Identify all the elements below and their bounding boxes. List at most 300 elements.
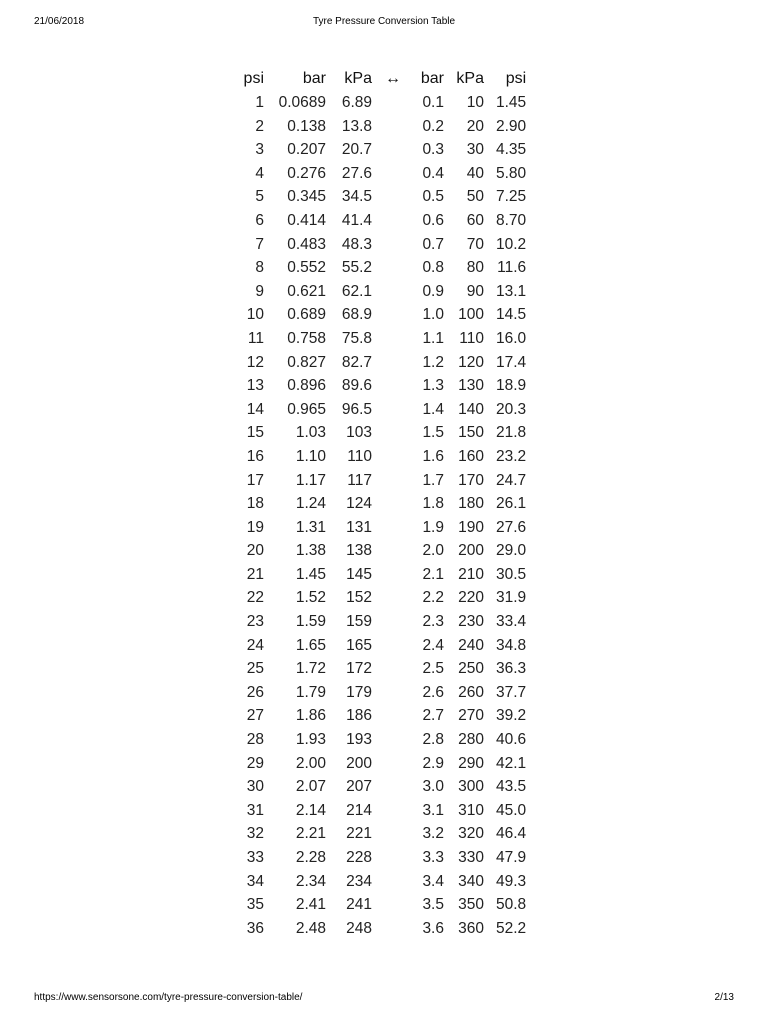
cell-kpa-left: 200 [346, 754, 372, 772]
cell-kpa-right: 240 [458, 636, 484, 654]
header-psi-right: psi [505, 70, 527, 87]
cell-spacer [378, 563, 408, 587]
cell-bar-left: 0.896 [287, 377, 326, 395]
cell-psi-left: 18 [246, 495, 264, 513]
table-row [236, 775, 532, 799]
table-row [236, 256, 532, 280]
cell-kpa-left: 82.7 [341, 353, 372, 371]
cell-bar-right: 3.0 [422, 778, 444, 796]
cell-psi-right: 46.4 [496, 825, 527, 843]
cell-bar-right: 1.8 [422, 495, 444, 513]
cell-psi-left: 11 [247, 329, 264, 347]
cell-bar-left: 1.03 [295, 424, 326, 442]
cell-kpa-right: 250 [458, 660, 484, 678]
cell-psi-right: 18.9 [496, 377, 527, 395]
table-body [236, 91, 532, 940]
cell-psi-left: 13 [246, 377, 264, 395]
cell-bar-left: 1.86 [295, 707, 326, 725]
cell-bar-right: 3.6 [422, 919, 444, 937]
cell-psi-right: 13.1 [496, 282, 527, 300]
cell-kpa-right: 180 [458, 495, 484, 513]
table-row [236, 634, 532, 658]
cell-bar-left: 2.21 [295, 825, 326, 843]
cell-bar-left: 2.48 [295, 919, 326, 937]
header-psi-left: psi [243, 70, 264, 87]
table-row [236, 539, 532, 563]
cell-psi-right: 21.8 [496, 424, 527, 442]
table-row [236, 586, 532, 610]
cell-kpa-left: 27.6 [341, 164, 372, 182]
cell-psi-left: 5 [255, 188, 264, 206]
cell-kpa-left: 96.5 [341, 400, 372, 418]
cell-psi-right: 30.5 [496, 565, 527, 583]
cell-bar-right: 2.8 [422, 731, 444, 749]
cell-psi-left: 15 [246, 424, 264, 442]
cell-bar-right: 1.7 [422, 471, 444, 489]
cell-psi-right: 45.0 [496, 801, 527, 819]
cell-kpa-left: 55.2 [341, 259, 372, 277]
cell-psi-left: 6 [255, 211, 264, 229]
cell-kpa-left: 20.7 [341, 141, 372, 159]
cell-bar-left: 2.41 [295, 896, 326, 914]
cell-psi-right: 7.25 [496, 188, 527, 206]
cell-kpa-left: 159 [346, 613, 372, 631]
cell-spacer [378, 256, 408, 280]
cell-psi-left: 28 [246, 731, 264, 749]
cell-spacer [378, 775, 408, 799]
cell-bar-right: 2.5 [422, 660, 444, 678]
cell-psi-left: 31 [246, 801, 264, 819]
cell-kpa-right: 300 [458, 778, 484, 796]
cell-spacer [378, 445, 408, 469]
cell-psi-right: 36.3 [496, 660, 527, 678]
cell-kpa-left: 228 [346, 849, 372, 866]
cell-kpa-right: 10 [466, 94, 484, 111]
cell-psi-right: 4.35 [496, 141, 527, 159]
cell-psi-left: 32 [246, 825, 264, 843]
cell-bar-left: 0.138 [287, 117, 326, 135]
cell-bar-left: 0.621 [287, 282, 326, 300]
cell-kpa-right: 310 [458, 801, 484, 819]
cell-kpa-right: 50 [466, 188, 484, 206]
cell-spacer [378, 539, 408, 563]
cell-psi-left: 34 [246, 872, 264, 890]
cell-kpa-right: 260 [458, 683, 484, 701]
cell-kpa-right: 280 [458, 731, 484, 749]
cell-bar-left: 1.65 [295, 636, 326, 654]
cell-kpa-right: 20 [466, 117, 484, 135]
cell-bar-right: 0.8 [422, 259, 444, 277]
header-bar-left: bar [302, 70, 326, 87]
cell-bar-right: 0.6 [422, 211, 444, 229]
cell-kpa-left: 6.89 [341, 94, 372, 111]
cell-bar-right: 0.4 [422, 164, 444, 182]
cell-bar-right: 0.5 [422, 188, 444, 206]
cell-kpa-left: 214 [346, 801, 372, 819]
cell-spacer [378, 846, 408, 870]
header-kpa-right: kPa [456, 70, 484, 87]
cell-spacer [378, 303, 408, 327]
cell-psi-left: 25 [246, 660, 264, 678]
cell-bar-left: 0.207 [287, 141, 326, 159]
table-row [236, 421, 532, 445]
cell-bar-right: 0.9 [422, 282, 444, 300]
cell-psi-right: 33.4 [496, 613, 527, 631]
cell-bar-left: 0.758 [287, 329, 326, 347]
cell-bar-right: 2.6 [422, 683, 444, 701]
table-row [236, 303, 532, 327]
cell-bar-left: 0.0689 [278, 94, 326, 111]
cell-bar-left: 0.345 [287, 188, 326, 206]
cell-psi-left: 3 [255, 141, 264, 159]
cell-spacer [378, 162, 408, 186]
table-row [236, 799, 532, 823]
cell-kpa-right: 270 [458, 707, 484, 725]
cell-psi-right: 39.2 [496, 707, 527, 725]
cell-psi-right: 1.45 [496, 94, 527, 111]
cell-psi-right: 27.6 [496, 518, 527, 536]
cell-bar-left: 1.10 [295, 447, 326, 465]
cell-kpa-left: 117 [347, 471, 372, 489]
table-row [236, 351, 532, 375]
print-header [34, 14, 734, 32]
cell-kpa-right: 200 [458, 542, 484, 560]
cell-psi-left: 30 [246, 778, 264, 796]
cell-psi-left: 23 [246, 613, 264, 631]
table-row [236, 398, 532, 422]
cell-psi-left: 20 [246, 542, 264, 560]
cell-spacer [378, 799, 408, 823]
cell-bar-right: 0.3 [422, 141, 444, 159]
cell-kpa-right: 150 [458, 424, 484, 442]
table-row [236, 233, 532, 257]
cell-kpa-left: 124 [346, 495, 372, 513]
cell-spacer [378, 91, 408, 115]
cell-kpa-right: 230 [458, 613, 484, 631]
cell-bar-left: 1.79 [295, 683, 326, 701]
cell-kpa-left: 179 [346, 683, 372, 701]
cell-psi-right: 31.9 [496, 589, 527, 607]
table-row [236, 162, 532, 186]
table-row [236, 445, 532, 469]
table-row [236, 846, 532, 870]
cell-bar-right: 0.2 [422, 117, 444, 135]
cell-kpa-left: 68.9 [341, 306, 372, 324]
cell-psi-left: 4 [255, 164, 264, 182]
cell-bar-right: 0.1 [422, 94, 444, 111]
cell-spacer [378, 917, 408, 941]
cell-psi-right: 52.2 [496, 919, 527, 937]
cell-kpa-left: 152 [346, 589, 372, 607]
table-row [236, 327, 532, 351]
cell-spacer [378, 610, 408, 634]
table-row [236, 91, 532, 115]
table-row [236, 138, 532, 162]
cell-spacer [378, 115, 408, 139]
cell-bar-right: 3.4 [422, 872, 444, 890]
cell-psi-left: 14 [246, 400, 264, 418]
cell-spacer [378, 681, 408, 705]
cell-psi-left: 33 [246, 849, 264, 866]
table-row [236, 822, 532, 846]
cell-bar-left: 1.38 [295, 542, 326, 560]
table-row [236, 516, 532, 540]
table-row [236, 563, 532, 587]
cell-spacer [378, 516, 408, 540]
cell-bar-left: 0.965 [287, 400, 326, 418]
cell-kpa-left: 62.1 [341, 282, 372, 300]
table-row [236, 893, 532, 917]
cell-psi-left: 24 [246, 636, 264, 654]
conversion-table [236, 66, 532, 940]
cell-psi-left: 29 [246, 754, 264, 772]
cell-psi-left: 10 [246, 306, 264, 324]
cell-psi-left: 9 [255, 282, 264, 300]
print-footer [34, 992, 734, 1008]
cell-kpa-left: 207 [346, 778, 372, 796]
cell-kpa-right: 190 [458, 518, 484, 536]
cell-psi-right: 2.90 [496, 117, 527, 135]
table-row [236, 115, 532, 139]
cell-spacer [378, 398, 408, 422]
cell-bar-right: 2.7 [422, 707, 444, 725]
cell-kpa-right: 350 [458, 896, 484, 914]
cell-kpa-left: 89.6 [341, 377, 372, 395]
cell-kpa-left: 34.5 [341, 188, 372, 206]
cell-psi-left: 7 [255, 235, 264, 253]
cell-kpa-left: 165 [346, 636, 372, 654]
cell-spacer [378, 822, 408, 846]
cell-bar-left: 0.827 [287, 353, 326, 371]
cell-psi-left: 8 [255, 259, 264, 277]
cell-kpa-right: 160 [458, 447, 484, 465]
cell-psi-left: 36 [246, 919, 264, 937]
print-date: 21/06/2018 [34, 16, 85, 27]
cell-spacer [378, 634, 408, 658]
cell-spacer [378, 421, 408, 445]
cell-kpa-left: 186 [346, 707, 372, 725]
table-row [236, 374, 532, 398]
cell-psi-left: 16 [246, 447, 264, 465]
table-row [236, 492, 532, 516]
cell-psi-right: 50.8 [496, 896, 527, 914]
cell-spacer [378, 492, 408, 516]
cell-kpa-right: 220 [458, 589, 484, 607]
cell-kpa-right: 210 [458, 565, 484, 583]
cell-psi-right: 14.5 [496, 306, 527, 324]
cell-spacer [378, 185, 408, 209]
cell-kpa-left: 248 [346, 919, 372, 937]
cell-psi-left: 19 [246, 518, 264, 536]
cell-kpa-left: 110 [347, 447, 372, 465]
cell-psi-right: 23.2 [496, 447, 527, 465]
cell-kpa-right: 320 [458, 825, 484, 843]
cell-spacer [378, 469, 408, 493]
cell-bar-right: 3.3 [422, 849, 444, 866]
cell-bar-left: 0.483 [287, 235, 326, 253]
cell-bar-left: 0.276 [287, 164, 326, 182]
cell-psi-left: 22 [246, 589, 264, 607]
cell-kpa-left: 234 [346, 872, 372, 890]
cell-kpa-right: 100 [458, 306, 484, 324]
cell-psi-right: 37.7 [496, 683, 527, 701]
cell-psi-left: 17 [246, 471, 264, 489]
cell-bar-right: 1.0 [422, 306, 444, 324]
cell-spacer [378, 327, 408, 351]
cell-psi-right: 40.6 [496, 731, 527, 749]
cell-psi-right: 24.7 [496, 471, 527, 489]
header-arrow: ↔ [385, 70, 401, 87]
cell-bar-right: 3.2 [422, 825, 444, 843]
cell-bar-left: 1.93 [295, 731, 326, 749]
cell-bar-right: 1.9 [422, 518, 444, 536]
cell-psi-left: 1 [255, 94, 264, 111]
cell-psi-right: 10.2 [496, 235, 527, 253]
cell-kpa-right: 80 [466, 259, 484, 277]
cell-psi-right: 47.9 [496, 849, 527, 866]
cell-psi-right: 8.70 [496, 211, 527, 229]
cell-kpa-left: 193 [346, 731, 372, 749]
cell-psi-right: 11.6 [497, 259, 527, 277]
cell-spacer [378, 351, 408, 375]
header-row [236, 66, 532, 91]
cell-bar-right: 1.4 [422, 400, 444, 418]
table-row [236, 209, 532, 233]
cell-bar-right: 1.5 [422, 424, 444, 442]
table-row [236, 752, 532, 776]
cell-kpa-right: 40 [466, 164, 484, 182]
cell-psi-right: 43.5 [496, 778, 527, 796]
cell-spacer [378, 704, 408, 728]
cell-psi-right: 5.80 [496, 164, 527, 182]
cell-psi-left: 27 [246, 707, 264, 725]
cell-psi-right: 29.0 [496, 542, 527, 560]
cell-bar-right: 3.1 [422, 801, 444, 819]
cell-kpa-right: 360 [458, 919, 484, 937]
cell-psi-left: 35 [246, 896, 264, 914]
cell-kpa-right: 90 [466, 282, 484, 300]
table-row [236, 870, 532, 894]
table-row [236, 280, 532, 304]
table-row [236, 657, 532, 681]
cell-spacer [378, 280, 408, 304]
table-row [236, 610, 532, 634]
cell-bar-right: 1.1 [422, 329, 444, 347]
header-bar-right: bar [420, 70, 444, 87]
cell-kpa-right: 60 [466, 211, 484, 229]
cell-spacer [378, 657, 408, 681]
cell-spacer [378, 893, 408, 917]
table-row [236, 469, 532, 493]
cell-kpa-right: 110 [459, 329, 484, 347]
cell-kpa-left: 13.8 [341, 117, 372, 135]
cell-bar-right: 1.2 [422, 353, 444, 371]
cell-bar-left: 0.414 [287, 211, 326, 229]
cell-bar-left: 2.34 [295, 872, 326, 890]
page-number: 2/13 [714, 992, 734, 1003]
cell-psi-left: 12 [246, 353, 264, 371]
table-header [236, 66, 532, 91]
cell-kpa-left: 41.4 [341, 211, 372, 229]
cell-kpa-right: 30 [466, 141, 484, 159]
page-title: Tyre Pressure Conversion Table [312, 16, 456, 27]
cell-bar-left: 2.14 [295, 801, 326, 819]
cell-spacer [378, 586, 408, 610]
table-row [236, 728, 532, 752]
cell-kpa-right: 70 [466, 235, 484, 253]
cell-kpa-left: 48.3 [341, 235, 372, 253]
cell-bar-right: 2.9 [422, 754, 444, 772]
cell-kpa-left: 131 [346, 518, 372, 536]
table-row [236, 185, 532, 209]
cell-psi-left: 2 [255, 117, 264, 135]
cell-kpa-left: 75.8 [341, 329, 372, 347]
cell-spacer [378, 752, 408, 776]
cell-kpa-right: 340 [458, 872, 484, 890]
cell-kpa-right: 290 [458, 754, 484, 772]
cell-psi-right: 42.1 [496, 754, 527, 772]
cell-bar-left: 1.24 [295, 495, 326, 513]
table-row [236, 704, 532, 728]
cell-psi-right: 34.8 [496, 636, 527, 654]
cell-bar-left: 1.17 [295, 471, 326, 489]
cell-kpa-right: 170 [458, 471, 484, 489]
cell-psi-right: 16.0 [496, 329, 527, 347]
cell-kpa-left: 103 [346, 424, 372, 442]
cell-spacer [378, 138, 408, 162]
cell-kpa-right: 330 [458, 849, 484, 866]
cell-bar-left: 2.00 [295, 754, 326, 772]
cell-kpa-left: 241 [346, 896, 372, 914]
cell-kpa-left: 221 [346, 825, 372, 843]
cell-bar-right: 1.3 [422, 377, 444, 395]
cell-bar-left: 0.552 [287, 259, 326, 277]
cell-bar-right: 2.1 [422, 565, 444, 583]
cell-bar-right: 2.3 [422, 613, 444, 631]
cell-kpa-right: 120 [458, 353, 484, 371]
header-kpa-left: kPa [344, 70, 372, 87]
cell-spacer [378, 870, 408, 894]
cell-psi-right: 20.3 [496, 400, 527, 418]
cell-bar-right: 1.6 [422, 447, 444, 465]
cell-bar-right: 0.7 [422, 235, 444, 253]
cell-bar-right: 2.2 [422, 589, 444, 607]
cell-bar-left: 1.45 [295, 565, 326, 583]
cell-kpa-left: 172 [346, 660, 372, 678]
cell-bar-left: 1.52 [295, 589, 326, 607]
cell-bar-right: 2.4 [422, 636, 444, 654]
cell-psi-right: 49.3 [496, 872, 527, 890]
cell-spacer [378, 209, 408, 233]
cell-spacer [378, 233, 408, 257]
cell-bar-left: 1.31 [295, 518, 326, 536]
cell-bar-right: 3.5 [422, 896, 444, 914]
cell-psi-right: 26.1 [496, 495, 527, 513]
cell-bar-left: 2.07 [295, 778, 326, 796]
page-url: https://www.sensorsone.com/tyre-pressure-conversion-table/ [34, 992, 303, 1003]
cell-bar-left: 2.28 [295, 849, 326, 866]
cell-kpa-left: 138 [346, 542, 372, 560]
table-row [236, 917, 532, 941]
cell-bar-left: 1.72 [295, 660, 326, 678]
table-row [236, 681, 532, 705]
cell-kpa-right: 140 [458, 400, 484, 418]
cell-bar-left: 1.59 [295, 613, 326, 631]
cell-kpa-left: 145 [346, 565, 372, 583]
cell-psi-left: 21 [246, 565, 264, 583]
cell-psi-right: 17.4 [496, 353, 527, 371]
cell-bar-left: 0.689 [287, 306, 326, 324]
